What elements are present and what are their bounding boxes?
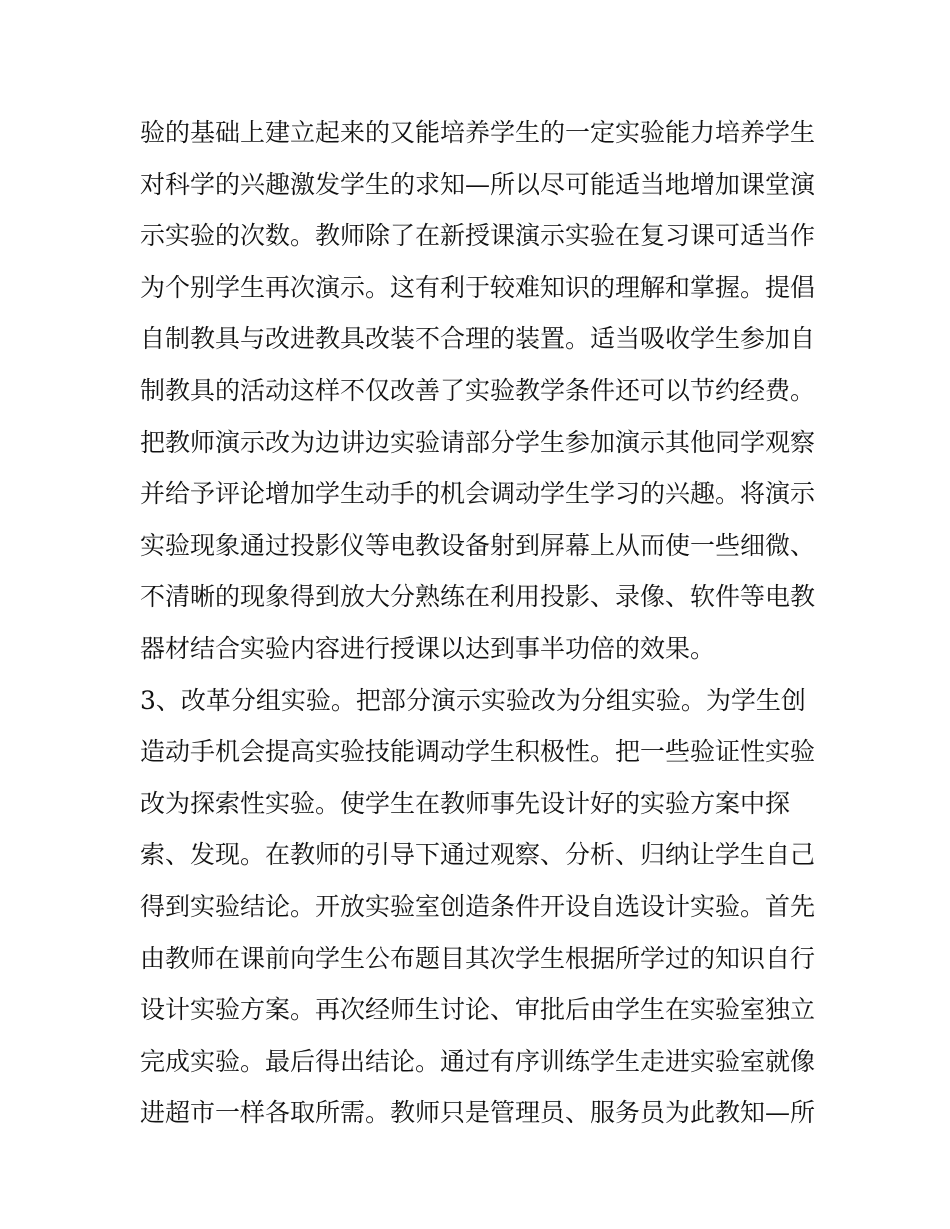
text-line: 制教具的活动这样不仅改善了实验教学条件还可以节约经费。 xyxy=(140,375,816,405)
text-line: 对科学的兴趣激发学生的求知—所以尽可能适当地增加课堂演 xyxy=(140,169,816,199)
text-line: 验的基础上建立起来的又能培养学生的一定实验能力培养学生 xyxy=(140,118,816,147)
text-line: 造动手机会提高实验技能调动学生积极性。把一些验证性实验 xyxy=(140,737,816,767)
text-line: 把教师演示改为边讲边实验请部分学生参加演示其他同学观察 xyxy=(140,427,816,457)
text-line: 3、改革分组实验。把部分演示实验改为分组实验。为学生创 xyxy=(140,685,806,715)
text-line: 不清晰的现象得到放大分熟练在利用投影、录像、软件等电教 xyxy=(140,582,816,612)
text-line: 改为探索性实验。使学生在教师事先设计好的实验方案中探 xyxy=(140,788,791,818)
text-line: 实验现象通过投影仪等电教设备射到屏幕上从而使一些细微、 xyxy=(140,530,816,560)
text-line: 设计实验方案。再次经师生讨论、审批后由学生在实验室独立 xyxy=(140,995,816,1025)
text-line: 得到实验结论。开放实验室创造条件开设自选设计实验。首先 xyxy=(140,891,816,921)
text-line: 进超市一样各取所需。教师只是管理员、服务员为此教知—所 xyxy=(140,1098,816,1128)
text-line: 索、发现。在教师的引导下通过观察、分析、归纳让学生自己 xyxy=(140,840,816,870)
text-line: 自制教具与改进教具改装不合理的装置。适当吸收学生参加自 xyxy=(140,324,816,354)
text-line: 器材结合实验内容进行授课以达到事半功倍的效果。 xyxy=(140,633,716,663)
text-line: 示实验的次数。教师除了在新授课演示实验在复习课可适当作 xyxy=(140,221,816,251)
text-line: 并给予评论增加学生动手的机会调动学生学习的兴趣。将演示 xyxy=(140,479,816,509)
body-text xyxy=(140,107,830,1139)
text-line: 完成实验。最后得出结论。通过有序训练学生走进实验室就像 xyxy=(140,1046,816,1076)
text-line: 由教师在课前向学生公布题目其次学生根据所学过的知识自行 xyxy=(140,943,816,973)
text-line: 为个别学生再次演示。这有利于较难知识的理解和掌握。提倡 xyxy=(140,272,816,302)
